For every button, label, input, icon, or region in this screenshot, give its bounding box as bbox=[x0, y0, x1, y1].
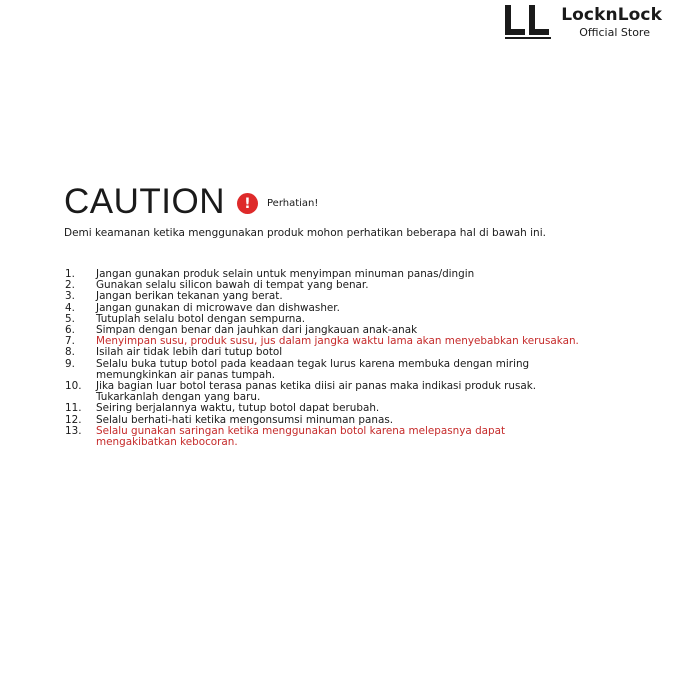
list-item-text: Jangan berikan tekanan yang berat. bbox=[96, 290, 283, 303]
caution-title: CAUTION bbox=[64, 182, 225, 221]
list-item-text: Jangan gunakan di microwave dan dishwasher. bbox=[96, 301, 340, 314]
list-item-number: 6. bbox=[65, 324, 75, 337]
list-item-number: 12. bbox=[65, 413, 82, 426]
list-item-text: Gunakan selalu silicon bawah di tempat yang benar. bbox=[96, 279, 369, 292]
caution-list bbox=[65, 269, 655, 448]
caution-header bbox=[64, 182, 318, 222]
list-item-text: Selalu buka tutup botol pada keadaan tegak lurus karena membuka dengan miring memungkinkan air panas tumpah. bbox=[96, 357, 530, 381]
list-item-text: Seiring berjalannya waktu, tutup botol dapat berubah. bbox=[96, 402, 380, 415]
brand-subtitle: Official Store bbox=[579, 25, 650, 39]
brand-logo bbox=[505, 5, 662, 39]
list-item-number: 7. bbox=[65, 335, 75, 348]
list-item-number: 11. bbox=[65, 402, 82, 415]
list-item-number: 8. bbox=[65, 346, 75, 359]
list-item-number: 1. bbox=[65, 268, 75, 280]
logo-text bbox=[561, 4, 662, 39]
list-item-number: 2. bbox=[65, 279, 75, 292]
list-item bbox=[65, 403, 655, 414]
list-item-number: 10. bbox=[65, 380, 82, 393]
list-item bbox=[65, 359, 655, 381]
list-item-text: Isilah air tidak lebih dari tutup botol bbox=[96, 346, 283, 359]
logo-mark-icon bbox=[505, 5, 553, 39]
list-item-text: Selalu gunakan saringan ketika menggunakan botol karena melepasnya dapat mengakibatkan kebocoran. bbox=[96, 424, 506, 449]
list-item-text: Tutuplah selalu botol dengan sempurna. bbox=[96, 312, 306, 325]
list-item-number: 5. bbox=[65, 312, 75, 325]
list-item-text: Jika bagian luar botol terasa panas ketika diisi air panas maka indikasi produk rusak. Tukarkanlah dengan yang baru. bbox=[96, 380, 537, 404]
list-item-text: Simpan dengan benar dan jauhkan dari jangkauan anak-anak bbox=[96, 324, 418, 337]
caution-subtitle: Perhatian! bbox=[267, 198, 319, 209]
list-item-text: Jangan gunakan produk selain untuk menyimpan minuman panas/dingin bbox=[96, 268, 475, 280]
brand-name: LocknLock bbox=[561, 4, 662, 25]
list-item bbox=[65, 291, 655, 302]
list-item-number: 3. bbox=[65, 290, 75, 303]
exclamation-icon: ! bbox=[237, 193, 258, 214]
list-item-number: 4. bbox=[65, 301, 75, 314]
caution-intro: Demi keamanan ketika menggunakan produk mohon perhatikan beberapa hal di bawah ini. bbox=[64, 227, 546, 239]
list-item-text: Selalu berhati-hati ketika mengonsumsi minuman panas. bbox=[96, 413, 394, 426]
list-item bbox=[65, 381, 655, 403]
list-item-number: 9. bbox=[65, 357, 75, 370]
list-item-text: Menyimpan susu, produk susu, jus dalam jangka waktu lama akan menyebabkan kerusakan. bbox=[96, 335, 579, 348]
list-item bbox=[65, 347, 655, 358]
list-item bbox=[65, 426, 655, 448]
list-item-number: 13. bbox=[65, 424, 82, 437]
